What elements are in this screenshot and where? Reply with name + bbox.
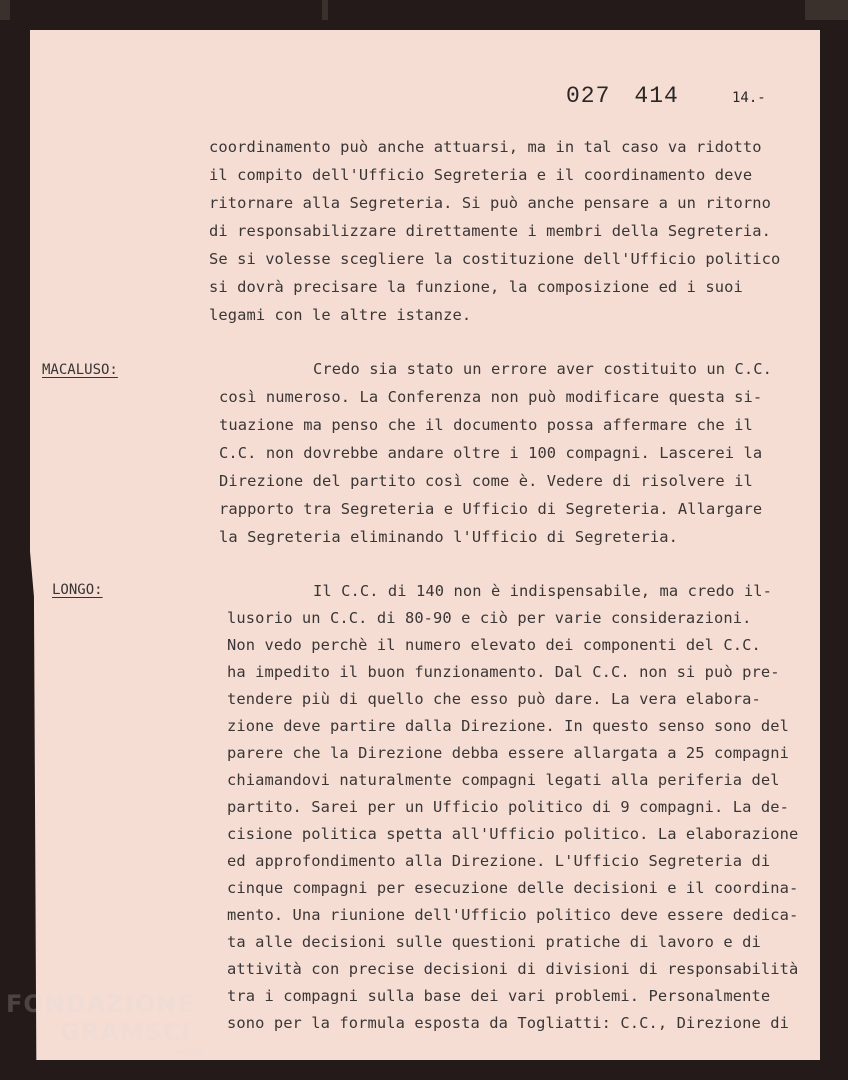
text-line: di responsabilizzare direttamente i membri della Segreteria. xyxy=(209,222,771,240)
text-line: chiamandovi naturalmente compagni legati alla periferia del xyxy=(227,771,780,789)
watermark-line-2: GRAMSCI xyxy=(60,1018,192,1046)
text-line: Non vedo perchè il numero elevato dei componenti del C.C. xyxy=(227,636,761,654)
text-line: tendere più di quello che esso può dare. La vera elabora- xyxy=(227,690,761,708)
archive-number-part-a: 027 xyxy=(566,83,611,109)
text-line: ed approfondimento alla Direzione. L'Ufficio Segreteria di xyxy=(227,852,771,870)
text-line: ha impedito il buon funzionamento. Dal C.C. non si può pre- xyxy=(227,663,780,681)
text-line: così numeroso. La Conferenza non può modificare questa si- xyxy=(219,388,763,406)
text-line: coordinamento può anche attuarsi, ma in tal caso va ridotto xyxy=(209,138,762,156)
page-number: 14.- xyxy=(732,90,766,106)
scanner-strip-right xyxy=(805,0,848,20)
text-line: ta alle decisioni sulle questioni pratiche di lavoro e di xyxy=(227,933,761,951)
text-line: rapporto tra Segreteria e Ufficio di Segreteria. Allargare xyxy=(219,500,763,518)
text-line: cinque compagni per esecuzione delle decisioni e il coordina- xyxy=(227,879,799,897)
speaker-label-longo: LONGO: xyxy=(52,582,103,598)
watermark-line-3: onlus xyxy=(176,1047,203,1058)
archive-stamp-number xyxy=(566,83,679,109)
text-line: sono per la formula esposta da Togliatti: C.C., Direzione di xyxy=(227,1014,789,1032)
speaker-label-macaluso: MACALUSO: xyxy=(42,362,118,378)
text-line: zione deve partire dalla Direzione. In questo senso sono del xyxy=(227,717,789,735)
text-line: mento. Una riunione dell'Ufficio politico deve essere dedica- xyxy=(227,906,799,924)
text-line: C.C. non dovrebbe andare oltre i 100 compagni. Lascerei la xyxy=(219,444,763,462)
text-line: ritornare alla Segreteria. Si può anche pensare a un ritorno xyxy=(209,194,771,212)
text-line: Se si volesse scegliere la costituzione dell'Ufficio politico xyxy=(209,250,781,268)
scanner-strip-left xyxy=(0,0,10,20)
text-line: cisione politica spetta all'Ufficio politico. La elaborazione xyxy=(227,825,799,843)
text-line: Credo sia stato un errore aver costituito un C.C. xyxy=(313,360,772,378)
text-line: tuazione ma penso che il documento possa affermare che il xyxy=(219,416,753,434)
text-line: parere che la Direzione debba essere allargata a 25 compagni xyxy=(227,744,789,762)
text-line: partito. Sarei per un Ufficio politico di 9 compagni. La de- xyxy=(227,798,789,816)
text-line: Il C.C. di 140 non è indispensabile, ma credo il- xyxy=(313,582,772,600)
text-line: tra i compagni sulla base dei vari problemi. Personalmente xyxy=(227,987,771,1005)
scanner-strip-mid xyxy=(322,0,328,20)
text-line: Direzione del partito così come è. Vedere di risolvere il xyxy=(219,472,753,490)
text-line: si dovrà precisare la funzione, la composizione ed i suoi xyxy=(209,278,743,296)
text-line: lusorio un C.C. di 80-90 e ciò per varie considerazioni. xyxy=(227,609,752,627)
text-line: attività con precise decisioni di divisioni di responsabilità xyxy=(227,960,799,978)
archive-number-part-b: 414 xyxy=(634,83,679,109)
text-line: la Segreteria eliminando l'Ufficio di Segreteria. xyxy=(219,528,678,546)
text-line: legami con le altre istanze. xyxy=(209,306,472,324)
watermark-line-1: FONDAZIONE xyxy=(6,990,195,1018)
text-line: il compito dell'Ufficio Segreteria e il coordinamento deve xyxy=(209,166,753,184)
